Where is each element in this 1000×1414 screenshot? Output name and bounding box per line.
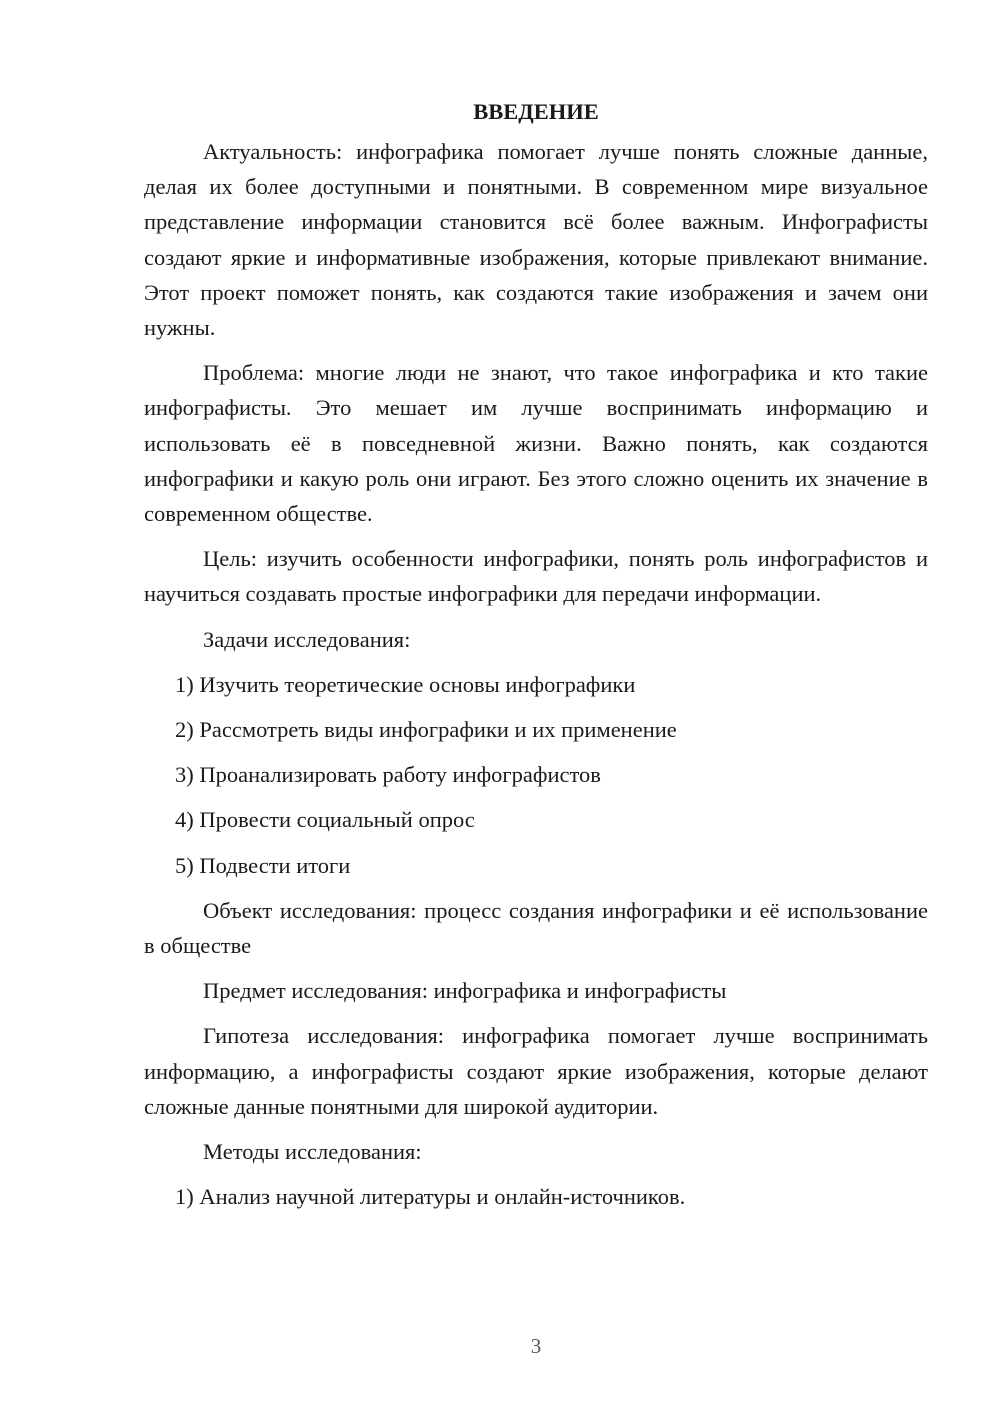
page-body (144, 96, 928, 1224)
goal-paragraph: Цель: изучить особенности инфографики, понять роль инфографистов и научиться создавать простые инфографики для передачи информации. (144, 546, 928, 607)
task-item: 3) Проанализировать работу инфографистов (175, 762, 601, 788)
hypothesis-paragraph: Гипотеза исследования: инфографика помогает лучше воспринимать информацию, а инфографисты создают яркие изображения, которые делают сложные данные понятными для широкой аудитории. (144, 1023, 928, 1119)
task-item: 2) Рассмотреть виды инфографики и их применение (175, 717, 677, 743)
method-item: 1) Анализ научной литературы и онлайн-источников. (175, 1184, 686, 1210)
object-paragraph: Объект исследования: процесс создания инфографики и её использование в обществе (144, 897, 928, 959)
relevance-paragraph: Актуальность: инфографика помогает лучше понять сложные данные, делая их более доступными и понятными. В современном мире визуальное представление информации становится всё более важным. Инфографисты создают яркие и информативные изображения, которые привлекают внимание. Этот проект поможет понять, как создаются такие изображения и зачем они нужны. (144, 139, 928, 341)
task-item: 4) Провести социальный опрос (175, 807, 475, 833)
tasks-label: Задачи исследования: (203, 626, 411, 652)
methods-label: Методы исследования: (203, 1139, 422, 1165)
section-heading: ВВЕДЕНИЕ (473, 99, 599, 124)
task-item: 1) Изучить теоретические основы инфографики (175, 671, 636, 697)
subject-paragraph: Предмет исследования: инфографика и инфографисты (203, 978, 727, 1004)
problem-paragraph: Проблема: многие люди не знают, что такое инфографика и кто такие инфографисты. Это мешает им лучше воспринимать информацию и использовать её в повседневной жизни. Важно понять, как создаются инфографики и какую роль они играют. Без этого сложно оценить их значение в современном обществе. (144, 360, 928, 527)
task-item: 5) Подвести итоги (175, 852, 351, 878)
page-number: 3 (530, 1334, 542, 1358)
